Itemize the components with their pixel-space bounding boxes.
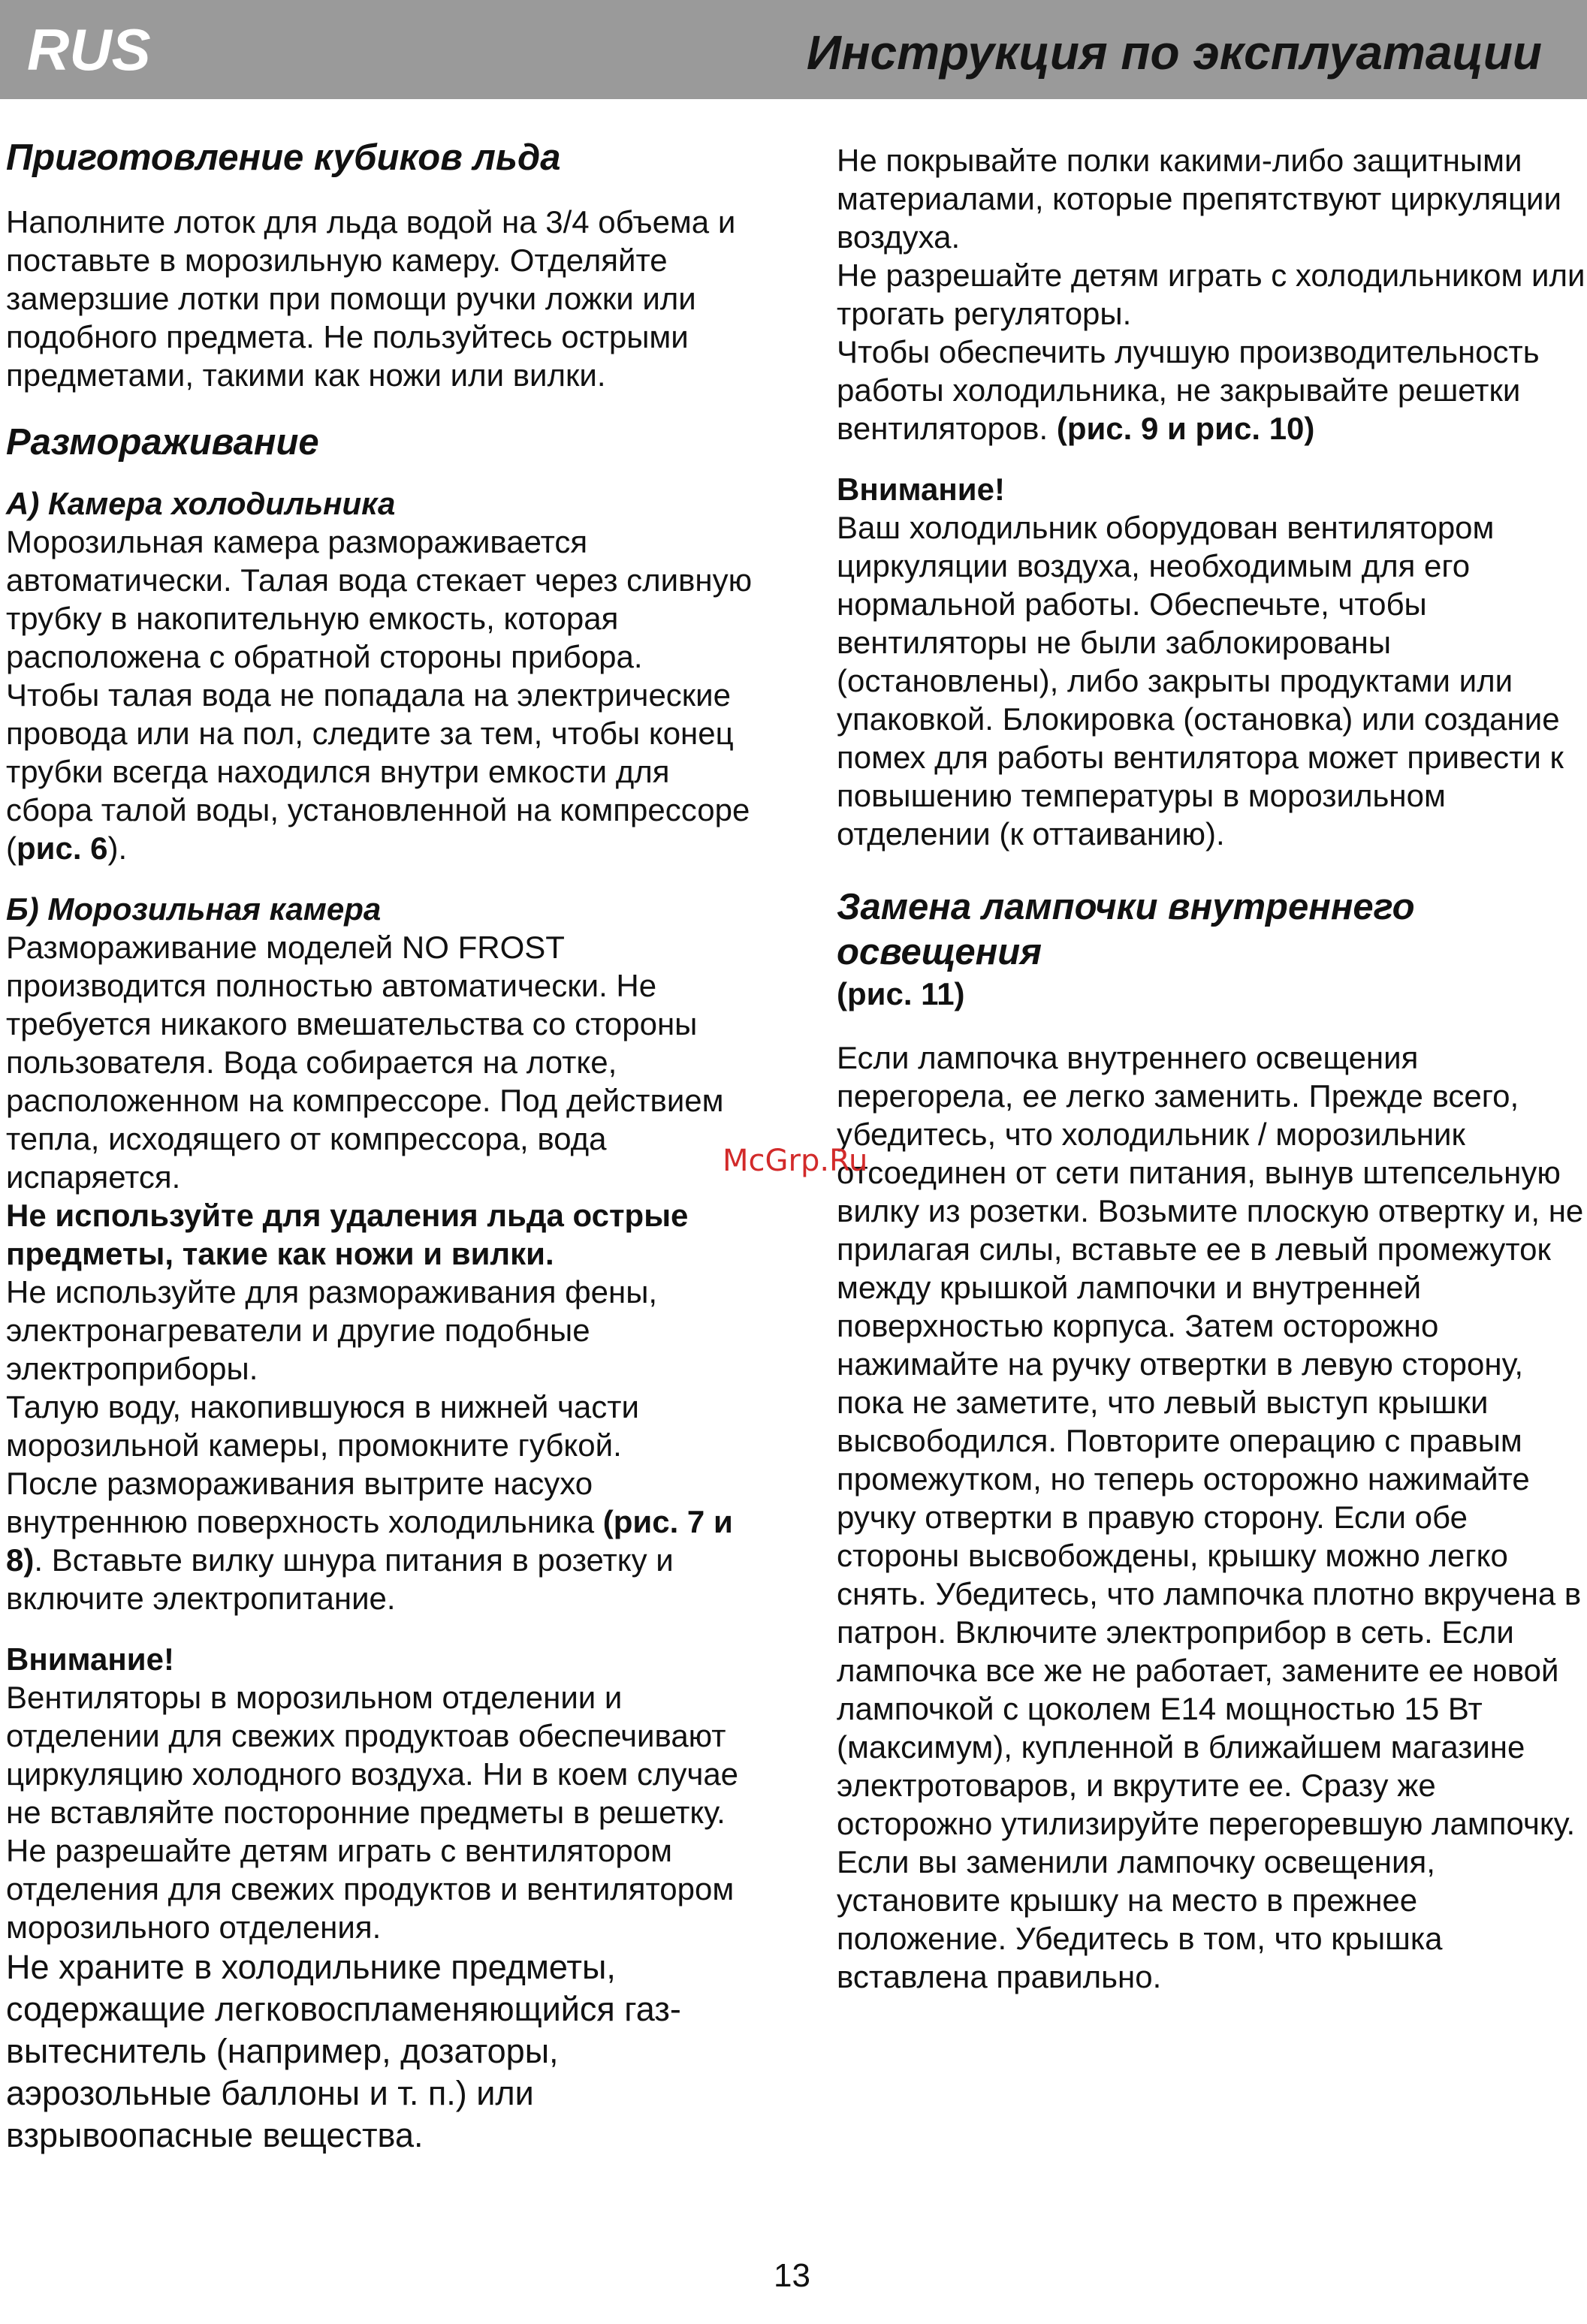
figure-reference: рис. 6 <box>17 830 108 866</box>
flammable-warning: Не храните в холодильнике предметы, содержащие легковоспламеняющийся газ-вытеснитель (например, дозаторы, аэрозольные баллоны и т. п.) или взрывоопасные вещества. <box>6 1948 681 2154</box>
vent-text: Чтобы обеспечить лучшую производительность работы холодильника, не закрывайте решетки вентиляторов. (рис. 9 и рис. 10) <box>837 334 1540 446</box>
lamp-text: Если лампочка внутреннего освещения перегорела, ее легко заменить. Прежде всего, убедитесь, что холодильник / морозильник отсоединен от сети питания, вынув штепсельную вилку из розетки. Возьмите плоскую отвертку и, не прилагая силы, вставьте ее в левый промежуток между крышкой лампочки и внутренней поверхностью корпуса. Затем осторожно нажимайте на ручку отвертки в левую сторону, пока не заметите, что левый выступ крышки высвободился. Повторите операцию с правым промежутком, но теперь осторожно нажимайте ручку отвертки в правую сторону. Если обе стороны высвобождены, крышку можно легко снять. Убедитесь, что лампочка плотно вкручена в патрон. Включите электроприбор в сеть. Если лампочка все же не работает, замените ее новой лампочкой с цоколем E14 мощностью 15 Вт (максимум), купленной в ближайшем магазине электротоваров, и вкрутите ее. Сразу же осторожно утилизируйте перегоревшую лампочку. <box>837 1040 1584 1841</box>
fridge-paragraph-2: Чтобы талая вода не попадала на электрические провода или на пол, следите за тем, чтобы конец трубки всегда находился внутри емкости для сбора талой воды, установленной на компрессоре (рис. 6). <box>6 677 750 866</box>
attention-text: Вентиляторы в морозильном отделении и отделении для свежих продуктоав обеспечивают циркуляцию холодного воздуха. Ни в коем случае не вставляйте посторонние предметы в решетку. Не разрешайте детям играть с вентилятором отделения для свежих продуктов и вентилятором морозильного отделения. <box>6 1680 739 1945</box>
ice-cubes-text: Наполните лоток для льда водой на 3/4 объема и поставьте в морозильную камеру. Отделяйте замерзшие лотки при помощи ручки ложки или подобного предмета. Не пользуйтесь острыми предметами, такими как ножи или вилки. <box>6 204 736 393</box>
freezer-warning: Не используйте для удаления льда острые предметы, такие как ножи и вилки. <box>6 1198 689 1271</box>
figure-reference: (рис. 9 и рис. 10) <box>1056 411 1315 446</box>
fridge-subheading: А) Камера холодильника <box>6 486 396 521</box>
freezer-paragraph-2: Не используйте для размораживания фены, электронагреватели и другие подобные электроприборы. <box>6 1274 658 1386</box>
lamp-heading: Замена лампочки внутреннего освещения <box>837 887 1415 972</box>
right-column <box>837 141 1587 1996</box>
fridge-paragraph-1: Морозильная камера размораживается автоматически. Талая вода стекает через сливную трубку в накопительную емкость, которая расположена с обратной стороны прибора. <box>6 524 753 674</box>
watermark: McGrp.Ru <box>723 1144 868 1178</box>
ice-cubes-heading: Приготовление кубиков льда <box>6 137 561 178</box>
lamp-figure-reference: (рис. 11) <box>837 976 965 1011</box>
page-number: 13 <box>774 2257 810 2294</box>
attention-text-right: Ваш холодильник оборудован вентилятором циркуляции воздуха, необходимым для его нормальной работы. Обеспечьте, чтобы вентиляторы не были заблокированы (остановлены), либо закрыты продуктами или упаковкой. Блокировка (остановка) или создание помех для работы вентилятора может привести к повышению температуры в морозильном отделении (к оттаиванию). <box>837 510 1564 852</box>
children-text: Не разрешайте детям играть с холодильником или трогать регуляторы. <box>837 258 1585 331</box>
shelves-text: Не покрывайте полки какими-либо защитными материалами, которые препятствуют циркуляции воздуха. <box>837 143 1561 255</box>
freezer-paragraph-1: Размораживание моделей NO FROST производится полностью автоматически. Не требуется никакого вмешательства со стороны пользователя. Вода собирается на лотке, расположенном на компрессоре. Под действием тепла, исходящего от компрессора, вода испаряется. <box>6 930 724 1195</box>
freezer-paragraph-4: После размораживания вытрите насухо внутреннюю поверхность холодильника (рис. 7 и 8). Вставьте вилку шнура питания в розетку и включите электропитание. <box>6 1466 733 1616</box>
left-column <box>6 135 757 2157</box>
freezer-subheading: Б) Морозильная камера <box>6 891 382 927</box>
page-header <box>0 0 1587 99</box>
lamp-text-2: Если вы заменили лампочку освещения, установите крышку на место в прежнее положение. Убедитесь в том, что крышка вставлена правильно. <box>837 1844 1443 1994</box>
attention-label: Внимание! <box>6 1641 174 1677</box>
figure-reference: (рис. 7 и 8) <box>6 1504 733 1578</box>
attention-label-right: Внимание! <box>837 472 1005 507</box>
language-code: RUS <box>27 17 151 83</box>
defrost-heading: Размораживание <box>6 422 319 463</box>
document-title: Инструкция по эксплуатации <box>806 26 1542 80</box>
freezer-paragraph-3: Талую воду, накопившуюся в нижней части морозильной камеры, промокните губкой. <box>6 1389 639 1463</box>
